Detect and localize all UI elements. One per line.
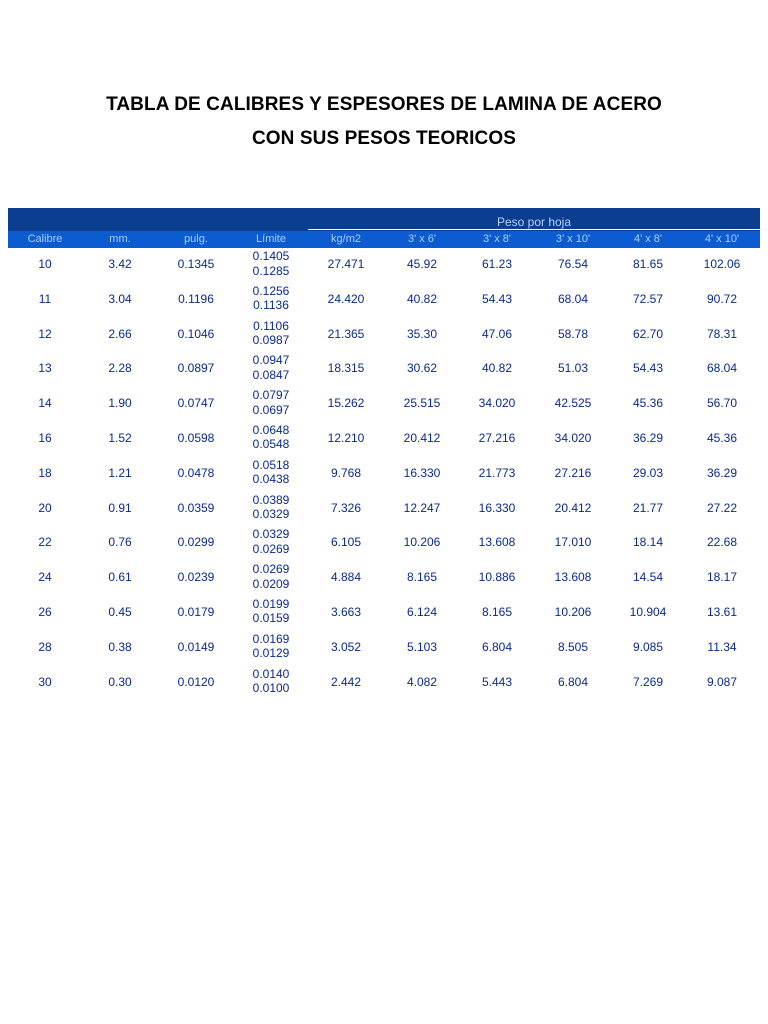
cell-3x8: 13.608	[478, 535, 516, 550]
cell-kg-m2: 4.884	[330, 570, 362, 585]
cell-calibre: 24	[38, 570, 52, 585]
limite-lower: 0.1136	[253, 298, 289, 313]
cell-4x8: 21.77	[632, 500, 664, 515]
limite-upper: 0.0389	[252, 492, 290, 507]
cell-calibre: 26	[38, 604, 52, 619]
cell-3x10: 34.020	[554, 430, 592, 445]
cell-mm: 2.66	[108, 326, 132, 341]
cell-3x10: 10.206	[554, 604, 592, 619]
cell-calibre: 12	[38, 326, 52, 341]
cell-kg-m2: 9.768	[330, 465, 362, 480]
table-row	[8, 596, 760, 631]
cell-limite	[235, 353, 307, 382]
cell-3x8: 16.330	[478, 500, 516, 515]
cell-limite	[235, 562, 307, 591]
table-row	[8, 283, 760, 318]
limite-lower: 0.0269	[252, 541, 290, 556]
cell-4x8: 10.904	[629, 604, 667, 619]
cell-pulg: 0.0149	[177, 639, 215, 654]
cell-kg-m2: 27.471	[327, 257, 365, 271]
cell-kg-m2: 21.365	[327, 326, 365, 341]
cell-3x8: 6.804	[481, 639, 513, 654]
cell-calibre: 20	[38, 500, 52, 515]
cell-3x10: 68.04	[557, 291, 589, 306]
cell-3x8: 34.020	[478, 396, 516, 411]
cell-limite	[235, 493, 307, 522]
cell-3x8: 47.06	[481, 326, 513, 341]
cell-3x8: 21.773	[478, 465, 516, 480]
table-row	[8, 318, 760, 353]
cell-3x10: 76.54	[557, 257, 589, 271]
cell-3x6: 12.247	[403, 500, 441, 515]
limite-lower: 0.0548	[252, 437, 290, 452]
cell-kg-m2: 2.442	[330, 674, 362, 689]
cell-3x6: 30.62	[406, 361, 438, 376]
cell-pulg: 0.0239	[177, 570, 215, 585]
cell-pulg: 0.0299	[177, 535, 215, 550]
cell-3x10: 51.03	[557, 361, 589, 376]
cell-mm: 0.91	[108, 500, 132, 515]
cell-limite	[235, 319, 307, 348]
limite-lower: 0.0847	[252, 367, 290, 382]
cell-3x6: 8.165	[406, 570, 438, 585]
cell-3x10: 13.608	[554, 570, 592, 585]
cell-calibre: 16	[38, 430, 52, 445]
cell-pulg: 0.0359	[177, 500, 215, 515]
cell-pulg: 0.0478	[177, 465, 215, 480]
cell-3x8: 40.82	[481, 361, 513, 376]
cell-4x8: 72.57	[632, 291, 664, 306]
table-row	[8, 561, 760, 596]
cell-3x10: 42.525	[554, 396, 592, 411]
limite-upper: 0.0648	[252, 422, 290, 437]
cell-kg-m2: 12.210	[327, 430, 365, 445]
limite-lower: 0.0697	[252, 402, 290, 417]
cell-3x6: 45.92	[406, 257, 438, 271]
cell-3x8: 10.886	[478, 570, 516, 585]
cell-calibre: 22	[38, 535, 52, 550]
table-row	[8, 457, 760, 492]
column-header-calibre: Calibre	[27, 233, 63, 245]
column-header-3x10: 3' x 10'	[555, 233, 591, 245]
limite-lower: 0.0438	[252, 472, 290, 487]
cell-mm: 1.52	[108, 430, 132, 445]
cell-3x6: 20.412	[403, 430, 441, 445]
cell-3x6: 5.103	[406, 639, 438, 654]
column-header-4x10: 4' x 10'	[704, 233, 740, 245]
cell-4x10: 45.36	[706, 430, 738, 445]
cell-4x10: 18.17	[706, 570, 738, 585]
cell-4x10: 102.06	[703, 257, 741, 271]
cell-calibre: 13	[38, 361, 52, 376]
cell-3x10: 6.804	[557, 674, 589, 689]
limite-lower: 0.0209	[252, 576, 290, 591]
cell-limite	[235, 458, 307, 487]
cell-3x6: 4.082	[406, 674, 438, 689]
limite-upper: 0.0169	[252, 631, 290, 646]
document-title-line-1: TABLA DE CALIBRES Y ESPESORES DE LAMINA DE ACERO	[106, 94, 662, 115]
cell-kg-m2: 7.326	[330, 500, 362, 515]
cell-4x8: 9.085	[632, 639, 664, 654]
table-row	[8, 422, 760, 457]
column-header-mm: mm.	[109, 233, 131, 245]
cell-mm: 1.21	[108, 465, 132, 480]
limite-upper: 0.0140	[252, 666, 290, 681]
cell-limite	[235, 597, 307, 626]
gauge-table	[8, 208, 760, 700]
cell-3x8: 8.165	[481, 604, 513, 619]
cell-kg-m2: 15.262	[327, 396, 365, 411]
cell-4x8: 18.14	[632, 535, 664, 550]
cell-calibre: 18	[38, 465, 52, 480]
cell-4x8: 14.54	[632, 570, 664, 585]
cell-4x10: 68.04	[706, 361, 738, 376]
limite-upper: 0.0518	[252, 457, 290, 472]
limite-lower: 0.0159	[252, 611, 290, 626]
cell-3x6: 40.82	[406, 291, 438, 306]
cell-4x10: 36.29	[706, 465, 738, 480]
cell-calibre: 14	[38, 396, 52, 411]
cell-4x8: 29.03	[632, 465, 664, 480]
cell-4x8: 62.70	[632, 326, 664, 341]
limite-lower: 0.0100	[252, 681, 290, 696]
cell-limite	[235, 284, 307, 313]
table-row	[8, 666, 760, 701]
cell-pulg: 0.0598	[177, 430, 215, 445]
cell-3x6: 10.206	[403, 535, 441, 550]
table-group-header	[8, 208, 760, 230]
table-row	[8, 387, 760, 422]
limite-upper: 0.0269	[252, 562, 290, 577]
cell-4x10: 78.31	[706, 326, 738, 341]
cell-4x8: 45.36	[632, 396, 664, 411]
cell-3x10: 27.216	[554, 465, 592, 480]
cell-mm: 0.61	[108, 570, 132, 585]
column-header-pulg: pulg.	[184, 233, 208, 245]
cell-3x10: 58.78	[557, 326, 589, 341]
cell-3x8: 27.216	[478, 430, 516, 445]
cell-kg-m2: 24.420	[327, 291, 365, 306]
cell-3x8: 5.443	[481, 674, 513, 689]
cell-pulg: 0.0120	[177, 674, 215, 689]
limite-upper: 0.0797	[252, 388, 290, 403]
cell-pulg: 0.0897	[177, 361, 215, 376]
cell-3x8: 61.23	[481, 257, 513, 271]
column-header-3x6: 3' x 6'	[407, 233, 437, 245]
limite-lower: 0.1285	[252, 263, 290, 278]
limite-lower: 0.0129	[252, 646, 290, 661]
cell-pulg: 0.1196	[178, 291, 214, 306]
cell-kg-m2: 3.663	[330, 604, 362, 619]
cell-limite	[235, 388, 307, 417]
cell-limite	[235, 249, 307, 278]
cell-4x8: 54.43	[632, 361, 664, 376]
cell-limite	[235, 423, 307, 452]
limite-lower: 0.0329	[252, 507, 290, 522]
cell-mm: 0.38	[108, 639, 132, 654]
column-header-3x8: 3' x 8'	[482, 233, 512, 245]
cell-pulg: 0.0747	[177, 396, 215, 411]
cell-4x10: 9.087	[706, 674, 738, 689]
cell-3x10: 20.412	[554, 500, 592, 515]
cell-calibre: 28	[38, 639, 52, 654]
cell-mm: 0.45	[108, 604, 132, 619]
cell-limite	[235, 667, 307, 696]
table-row	[8, 492, 760, 527]
cell-4x10: 56.70	[706, 396, 738, 411]
table-row	[8, 631, 760, 666]
cell-calibre: 10	[38, 257, 52, 271]
limite-upper: 0.0947	[252, 353, 290, 368]
cell-3x6: 35.30	[406, 326, 438, 341]
cell-mm: 0.76	[108, 535, 132, 550]
cell-limite	[235, 632, 307, 661]
cell-mm: 1.90	[108, 396, 132, 411]
cell-pulg: 0.0179	[177, 604, 215, 619]
limite-upper: 0.1106	[253, 318, 289, 333]
cell-3x6: 16.330	[403, 465, 441, 480]
table-body	[8, 248, 760, 700]
limite-upper: 0.1405	[252, 249, 290, 263]
cell-4x10: 13.61	[706, 604, 738, 619]
cell-4x8: 81.65	[632, 257, 664, 271]
cell-limite	[235, 527, 307, 556]
cell-4x8: 7.269	[632, 674, 664, 689]
table-row	[8, 526, 760, 561]
cell-mm: 0.30	[108, 674, 132, 689]
cell-kg-m2: 3.052	[330, 639, 362, 654]
group-header-peso-por-hoja: Peso por hoja	[496, 215, 572, 229]
cell-pulg: 0.1345	[177, 257, 215, 271]
limite-upper: 0.1256	[252, 283, 290, 298]
cell-3x6: 6.124	[406, 604, 438, 619]
cell-mm: 3.42	[108, 257, 132, 271]
limite-lower: 0.0987	[252, 333, 290, 348]
cell-kg-m2: 6.105	[330, 535, 362, 550]
cell-pulg: 0.1046	[177, 326, 215, 341]
table-row	[8, 248, 760, 283]
cell-calibre: 30	[38, 674, 52, 689]
cell-mm: 2.28	[108, 361, 132, 376]
cell-3x10: 8.505	[557, 639, 589, 654]
table-row	[8, 352, 760, 387]
cell-3x6: 25.515	[403, 396, 441, 411]
cell-calibre: 11	[38, 291, 52, 306]
cell-kg-m2: 18.315	[327, 361, 365, 376]
cell-4x10: 22.68	[706, 535, 738, 550]
limite-upper: 0.0329	[252, 527, 290, 542]
cell-4x10: 11.34	[707, 639, 737, 654]
cell-mm: 3.04	[108, 291, 132, 306]
limite-upper: 0.0199	[252, 596, 290, 611]
cell-3x8: 54.43	[481, 291, 513, 306]
table-column-header	[8, 230, 760, 248]
cell-4x10: 27.22	[706, 500, 738, 515]
document-title-line-2: CON SUS PESOS TEORICOS	[251, 128, 517, 149]
column-header-4x8: 4' x 8'	[633, 233, 663, 245]
column-header-limite: Límite	[256, 233, 286, 245]
cell-4x10: 90.72	[706, 291, 738, 306]
cell-3x10: 17.010	[554, 535, 592, 550]
column-header-kg-m2: kg/m2	[331, 233, 361, 245]
cell-4x8: 36.29	[632, 430, 664, 445]
